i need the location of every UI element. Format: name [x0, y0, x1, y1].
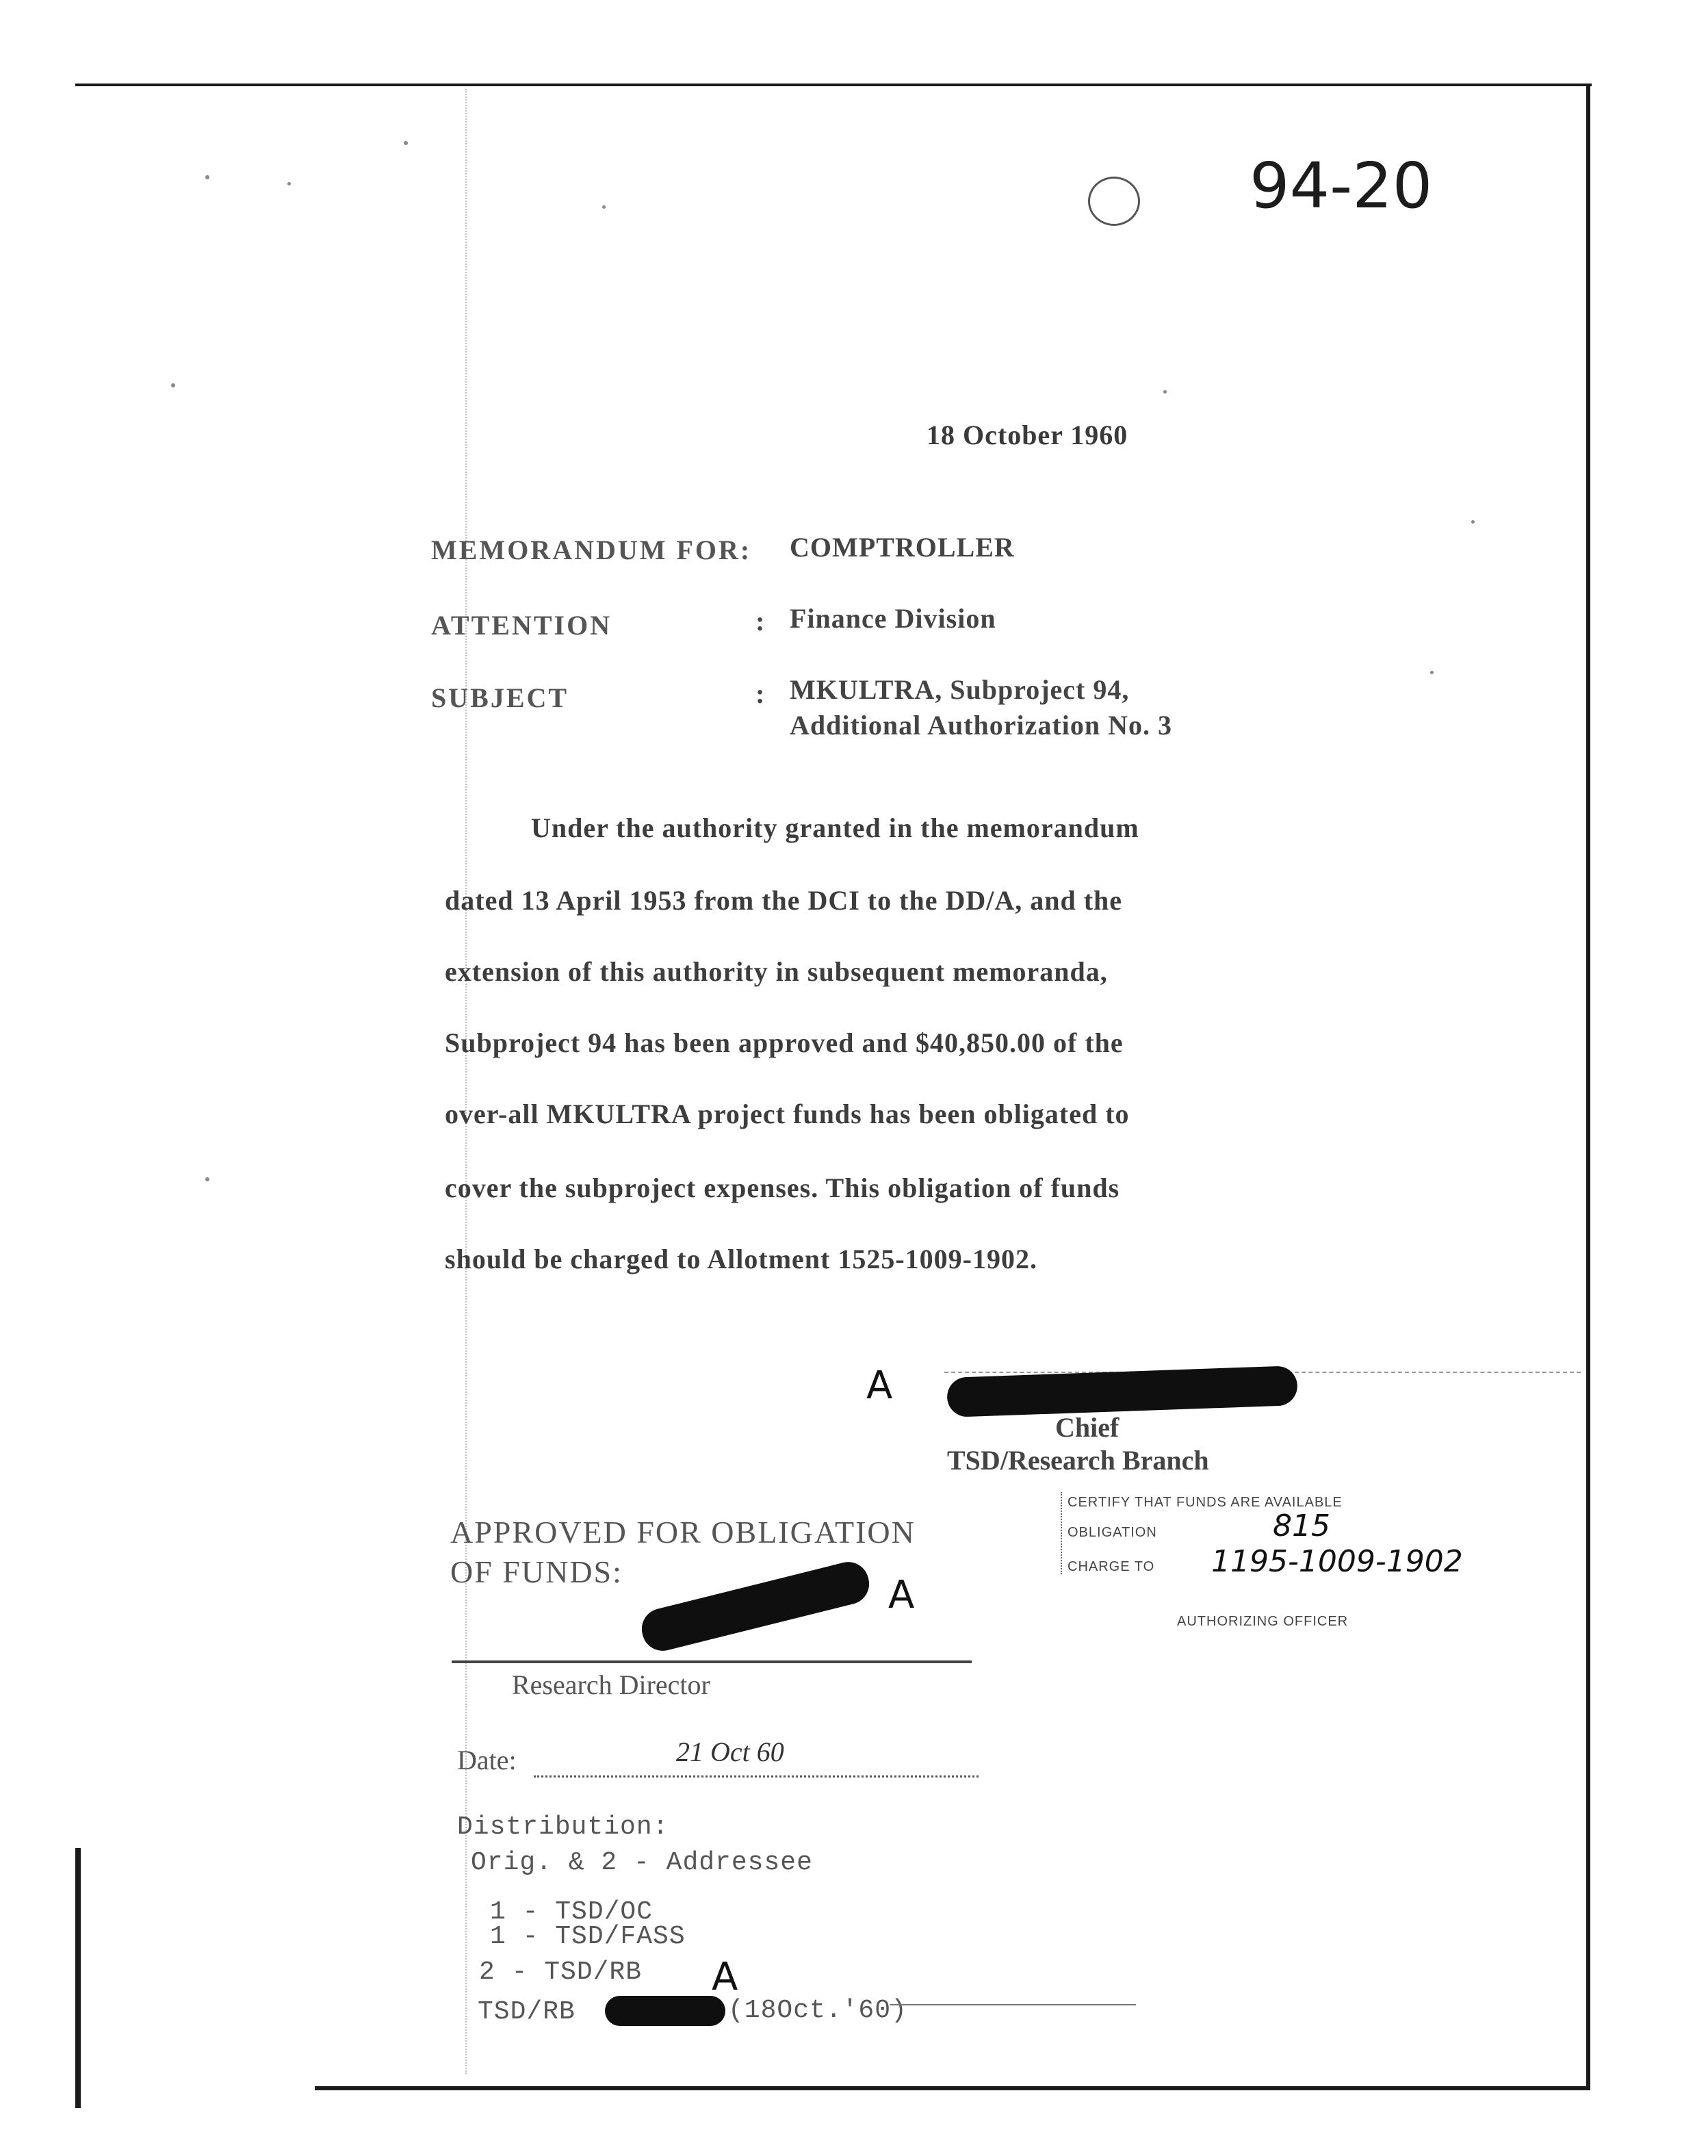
header-colon-attention: :	[755, 606, 765, 637]
research-director-signature-line	[452, 1660, 972, 1663]
distribution-line-1: Orig. & 2 - Addressee	[471, 1848, 813, 1877]
header-value-attention: Finance Division	[790, 603, 996, 634]
bottom-rule	[890, 2004, 1136, 2005]
fold-line	[465, 89, 468, 2074]
body-line-3: extension of this authority in subsequent memoranda,	[445, 956, 1108, 987]
body-line-7: should be charged to Allotment 1525-1009-1902.	[445, 1244, 1037, 1274]
header-colon-subject: :	[755, 678, 765, 709]
certification-charge-handwritten: 1195-1009-1902	[1211, 1544, 1463, 1579]
redaction-mark-a: A	[888, 1573, 915, 1617]
redaction-bar	[946, 1365, 1298, 1417]
memo-date: 18 October 1960	[927, 420, 1128, 450]
body-line-4: Subproject 94 has been approved and $40,850.00 of the	[445, 1027, 1124, 1058]
scan-border-bottom	[315, 2086, 1590, 2090]
research-director-title: Research Director	[512, 1669, 710, 1700]
distribution-label: Distribution:	[457, 1812, 669, 1842]
approval-date-rule	[534, 1775, 979, 1778]
certification-bracket	[1061, 1492, 1063, 1574]
punch-hole-circle	[1088, 177, 1140, 226]
body-line-5: over-all MKULTRA project funds has been obligated to	[445, 1099, 1130, 1129]
header-value-subject-line2: Additional Authorization No. 3	[790, 710, 1172, 741]
speck	[602, 205, 606, 209]
certification-line-1: CERTIFY THAT FUNDS ARE AVAILABLE	[1068, 1495, 1343, 1510]
approval-line-1: APPROVED FOR OBLIGATION	[450, 1515, 916, 1550]
distribution-last-suffix: (18Oct.'60)	[728, 1996, 907, 2025]
speck	[1430, 671, 1434, 674]
distribution-last-prefix: TSD/RB	[478, 1997, 575, 2027]
speck	[171, 383, 175, 387]
header-value-memorandum-for: COMPTROLLER	[790, 532, 1015, 563]
header-value-subject: MKULTRA, Subproject 94,	[790, 674, 1130, 705]
body-line-1: Under the authority granted in the memorandum	[531, 812, 1139, 843]
scan-border-right	[1586, 84, 1590, 2089]
certification-line-4: AUTHORIZING OFFICER	[1177, 1614, 1349, 1629]
speck	[205, 175, 209, 179]
body-line-6: cover the subproject expenses. This obligation of funds	[445, 1172, 1120, 1203]
signature-title-chief: Chief	[1055, 1412, 1120, 1443]
header-label-attention: ATTENTION	[431, 610, 612, 641]
certification-line-3: CHARGE TO	[1068, 1559, 1155, 1574]
redaction-bar	[605, 1996, 725, 2026]
signature-title-branch: TSD/Research Branch	[947, 1445, 1209, 1476]
speck	[1471, 520, 1475, 524]
approval-line-2: OF FUNDS:	[450, 1554, 623, 1589]
speck	[205, 1177, 209, 1181]
body-line-2: dated 13 April 1953 from the DCI to the DD/A, and the	[445, 885, 1123, 916]
distribution-line-3: 1 - TSD/FASS	[490, 1922, 686, 1951]
speck	[287, 182, 291, 185]
certification-obligation-handwritten: 815	[1273, 1509, 1330, 1543]
distribution-line-2: 1 - TSD/OC	[490, 1897, 654, 1927]
document-number: 94-20	[1250, 149, 1433, 222]
certification-line-2: OBLIGATION	[1068, 1525, 1157, 1540]
scan-border-left	[75, 1848, 81, 2108]
redaction-mark-a: A	[712, 1955, 738, 1999]
speck	[1163, 390, 1167, 394]
approval-date-handwritten: 21 Oct 60	[676, 1736, 784, 1767]
speck	[404, 141, 408, 145]
approval-date-label: Date:	[457, 1745, 517, 1775]
distribution-line-4: 2 - TSD/RB	[479, 1958, 643, 1987]
header-label-subject: SUBJECT	[431, 682, 569, 713]
redaction-mark-a: A	[866, 1363, 893, 1408]
scan-border-top	[75, 84, 1592, 86]
header-label-memorandum-for: MEMORANDUM FOR:	[431, 535, 752, 565]
